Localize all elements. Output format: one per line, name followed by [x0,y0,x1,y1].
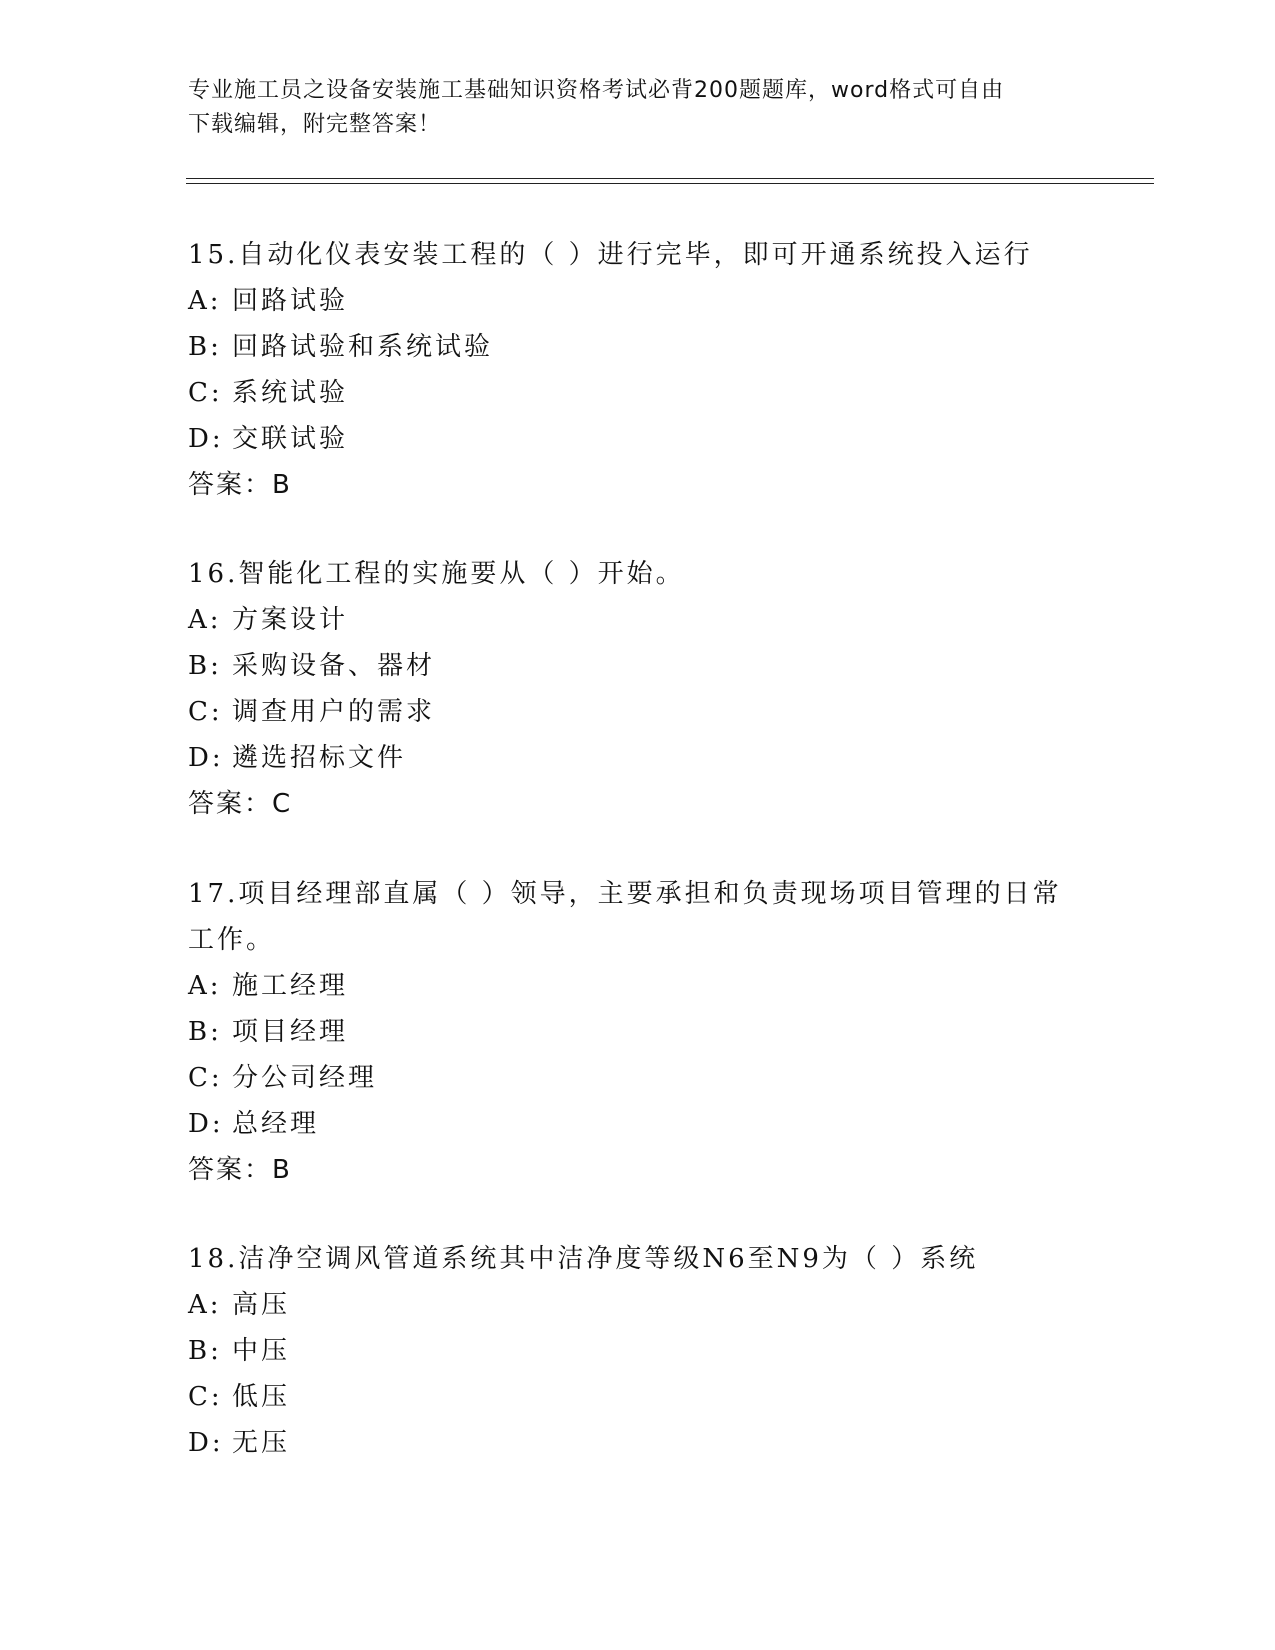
question-stem: 18.洁净空调风管道系统其中洁净度等级N6至N9为（ ）系统 [188,1244,979,1274]
option-letter: C: [188,1063,223,1093]
option-text: 分公司经理 [232,1063,378,1093]
answer-line: 答案：B [188,1155,292,1185]
option-c [188,370,1068,416]
option-letter: A: [188,971,222,1001]
option-letter: C: [188,697,223,727]
option-d [188,1420,1068,1466]
option-a [188,1282,1068,1328]
header-line-1: 专业施工员之设备安装施工基础知识资格考试必背200题题库，word格式可自由 [188,78,1005,103]
header-divider-top [186,178,1154,179]
option-a [188,597,1068,643]
option-text: 施工经理 [232,971,349,1001]
option-letter: B: [188,1017,222,1047]
option-text: 回路试验和系统试验 [232,332,494,362]
option-c [188,1374,1068,1420]
option-c [188,1055,1068,1101]
option-letter: B: [188,1336,222,1366]
option-b [188,1328,1068,1374]
option-text: 回路试验 [232,286,349,316]
option-letter: C: [188,1382,223,1412]
option-text: 采购设备、器材 [232,651,436,681]
question-stem: 16.智能化工程的实施要从（ ）开始。 [188,559,685,589]
option-letter: D: [188,1109,224,1139]
option-d [188,1101,1068,1147]
question-15 [188,232,1068,508]
option-text: 交联试验 [232,424,349,454]
question-stem: 15.自动化仪表安装工程的（ ）进行完毕，即可开通系统投入运行 [188,240,1033,270]
option-b [188,1009,1068,1055]
header-line-2: 下载编辑，附完整答案！ [188,112,442,137]
option-letter: A: [188,605,222,635]
option-letter: B: [188,332,222,362]
option-b [188,324,1068,370]
answer-line: 答案：B [188,470,292,500]
option-text: 系统试验 [232,378,349,408]
option-text: 高压 [232,1290,291,1320]
option-a [188,963,1068,1009]
option-b [188,643,1068,689]
option-text: 总经理 [232,1109,320,1139]
question-stem: 17.项目经理部直属（ ）领导，主要承担和负责现场项目管理的日常工作。 [188,879,1062,955]
option-c [188,689,1068,735]
option-text: 中压 [232,1336,291,1366]
question-17 [188,871,1068,1193]
option-letter: A: [188,1290,222,1320]
option-letter: B: [188,651,222,681]
option-letter: A: [188,286,222,316]
option-text: 调查用户的需求 [232,697,436,727]
option-letter: D: [188,424,224,454]
option-text: 遴选招标文件 [232,743,407,773]
option-text: 无压 [232,1428,291,1458]
option-text: 方案设计 [232,605,349,635]
header-divider-bottom [186,183,1154,184]
document-header [188,74,1088,142]
answer-line: 答案：C [188,789,293,819]
option-text: 项目经理 [232,1017,349,1047]
option-letter: D: [188,743,224,773]
option-letter: C: [188,378,223,408]
option-letter: D: [188,1428,224,1458]
option-d [188,735,1068,781]
option-d [188,416,1068,462]
option-a [188,278,1068,324]
question-16 [188,551,1068,827]
question-18 [188,1236,1068,1466]
option-text: 低压 [232,1382,291,1412]
